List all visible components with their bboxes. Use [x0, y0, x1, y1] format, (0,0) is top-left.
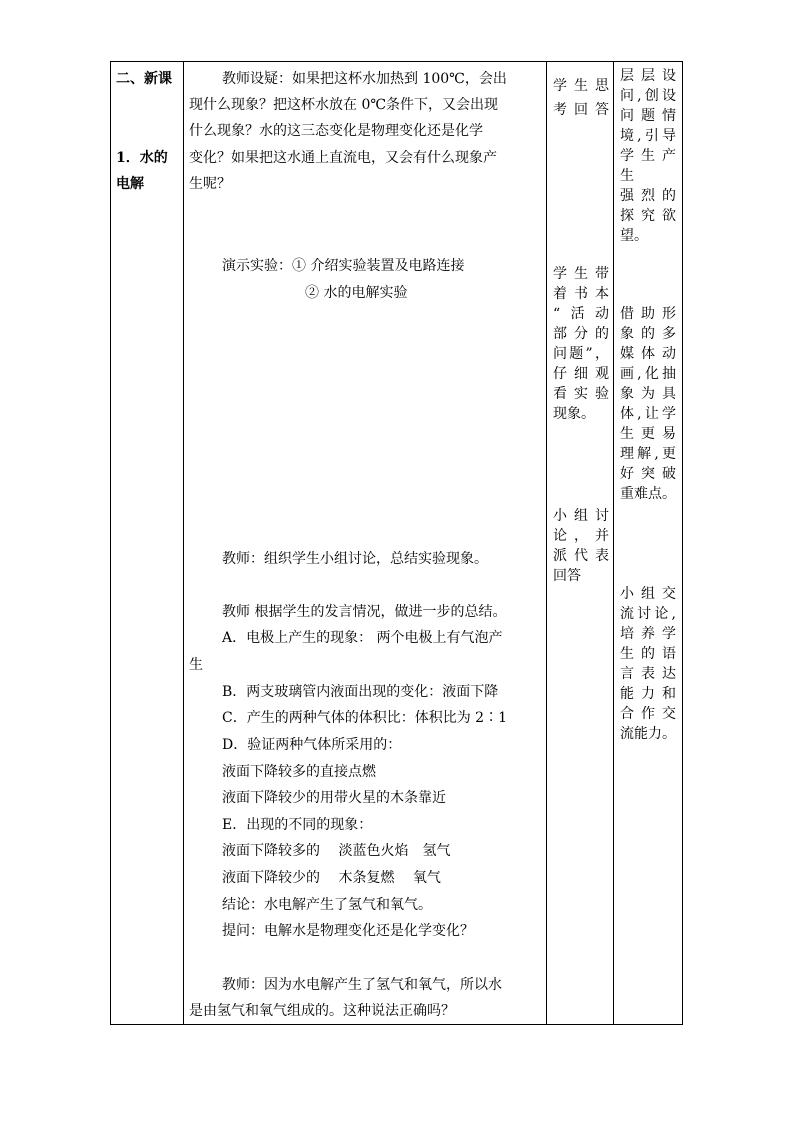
text-line: 是由氢气和氧气组成的。这种说法正确吗？: [189, 1003, 455, 1019]
text-line: 问题情: [620, 108, 676, 124]
text-line: 什么现象？水的这三态变化是物理变化还是化学: [189, 123, 483, 139]
text-line: 液面下降较少的用带火星的木条靠近: [222, 790, 446, 806]
text-line: 考回答: [553, 102, 609, 118]
text-line: 教师 根据学生的发言情况，做进一步的总结。: [222, 604, 507, 620]
text-line: A．电极上产生的现象： 两个电极上有气泡产: [222, 630, 503, 646]
text-line: 派代表: [553, 548, 609, 564]
text-line: 小组讨: [553, 508, 609, 524]
text-line: 生的语: [620, 646, 676, 662]
text-line: 现象。: [553, 406, 595, 422]
text-line: D．验证两种气体所采用的：: [222, 737, 402, 753]
text-line: 液面下降较多的直接点燃: [222, 764, 376, 780]
text-line: 现什么现象？把这杯水放在 0℃条件下，又会出现: [189, 97, 499, 113]
text-line: 探究欲: [620, 208, 676, 224]
table-border-right: [682, 61, 683, 1025]
text-line: 学生带: [553, 266, 609, 282]
text-line: 体,让学: [620, 406, 676, 422]
text-line: 好突破: [620, 466, 676, 482]
section-heading-water-electrolysis-cont: 电解: [116, 176, 144, 192]
table-divider-3: [613, 61, 614, 1025]
text-line: 教师：因为水电解产生了氢气和氧气，所以水: [222, 977, 502, 993]
section-heading-water-electrolysis: 1．水的: [116, 150, 168, 166]
text-line: 重难点。: [620, 486, 676, 502]
table-border-top: [110, 61, 683, 62]
text-line: 液面下降较多的 淡蓝色火焰 氢气: [222, 843, 451, 859]
text-line: 流能力。: [620, 726, 676, 742]
text-line: 问题”，: [553, 346, 609, 362]
table-divider-1: [183, 61, 184, 1025]
text-line: 合作交: [620, 706, 676, 722]
text-line: 生更易: [620, 426, 676, 442]
text-line: 小组交: [620, 586, 676, 602]
text-line: 学生思: [553, 78, 609, 94]
text-line: 强烈的: [620, 188, 676, 204]
teacher-discussion-text: 教师：组织学生小组讨论，总结实验现象。: [222, 551, 488, 567]
text-line: 结论：水电解产生了氢气和氧气。: [222, 897, 432, 913]
text-line: 看实验: [553, 386, 609, 402]
text-line: 流讨论,: [620, 606, 676, 622]
text-line: 培养学: [620, 626, 676, 642]
text-line: B．两支玻璃管内液面出现的变化：液面下降: [222, 684, 499, 700]
text-line: 变化？如果把这水通上直流电，又会有什么现象产: [189, 150, 497, 166]
text-line: E．出现的不同的现象：: [222, 817, 373, 833]
text-line: 提问：电解水是物理变化还是化学变化？: [222, 923, 474, 939]
text-line: 教师设疑：如果把这杯水加热到 100℃，会出: [222, 71, 507, 87]
text-line: 能力和: [620, 686, 676, 702]
text-line: 境,引导: [620, 128, 676, 144]
text-line: 部分的: [553, 326, 609, 342]
section-heading-new-lesson: 二、新课: [116, 71, 172, 87]
text-line: 理解,更: [620, 446, 676, 462]
text-line: 层层设: [620, 68, 676, 84]
text-line: 回答: [553, 568, 581, 584]
text-line: 仔细观: [553, 366, 609, 382]
text-line: C．产生的两种气体的体积比：体积比为 2∶1: [222, 710, 507, 726]
text-line: 生呢？: [189, 176, 231, 192]
table-border-left: [110, 61, 111, 1025]
demo-experiment-2: ② 水的电解实验: [305, 285, 408, 301]
text-line: 言表达: [620, 666, 676, 682]
table-border-bottom: [110, 1024, 683, 1025]
text-line: 学生产: [620, 148, 676, 164]
text-line: 象为具: [620, 386, 676, 402]
text-line: “活动: [553, 306, 609, 322]
text-line: 媒体动: [620, 346, 676, 362]
text-line: 生: [620, 168, 634, 184]
text-line: 象的多: [620, 326, 676, 342]
text-line: 论，并: [553, 528, 609, 544]
table-divider-2: [546, 61, 547, 1025]
text-line: 望。: [620, 228, 648, 244]
text-line: 生: [189, 657, 203, 673]
text-line: 借助形: [620, 306, 676, 322]
text-line: 问,创设: [620, 88, 676, 104]
text-line: 着书本: [553, 286, 609, 302]
demo-experiment-1: 演示实验：① 介绍实验装置及电路连接: [222, 258, 465, 274]
text-line: 液面下降较少的 木条复燃 氧气: [222, 870, 441, 886]
text-line: 画,化抽: [620, 366, 676, 382]
